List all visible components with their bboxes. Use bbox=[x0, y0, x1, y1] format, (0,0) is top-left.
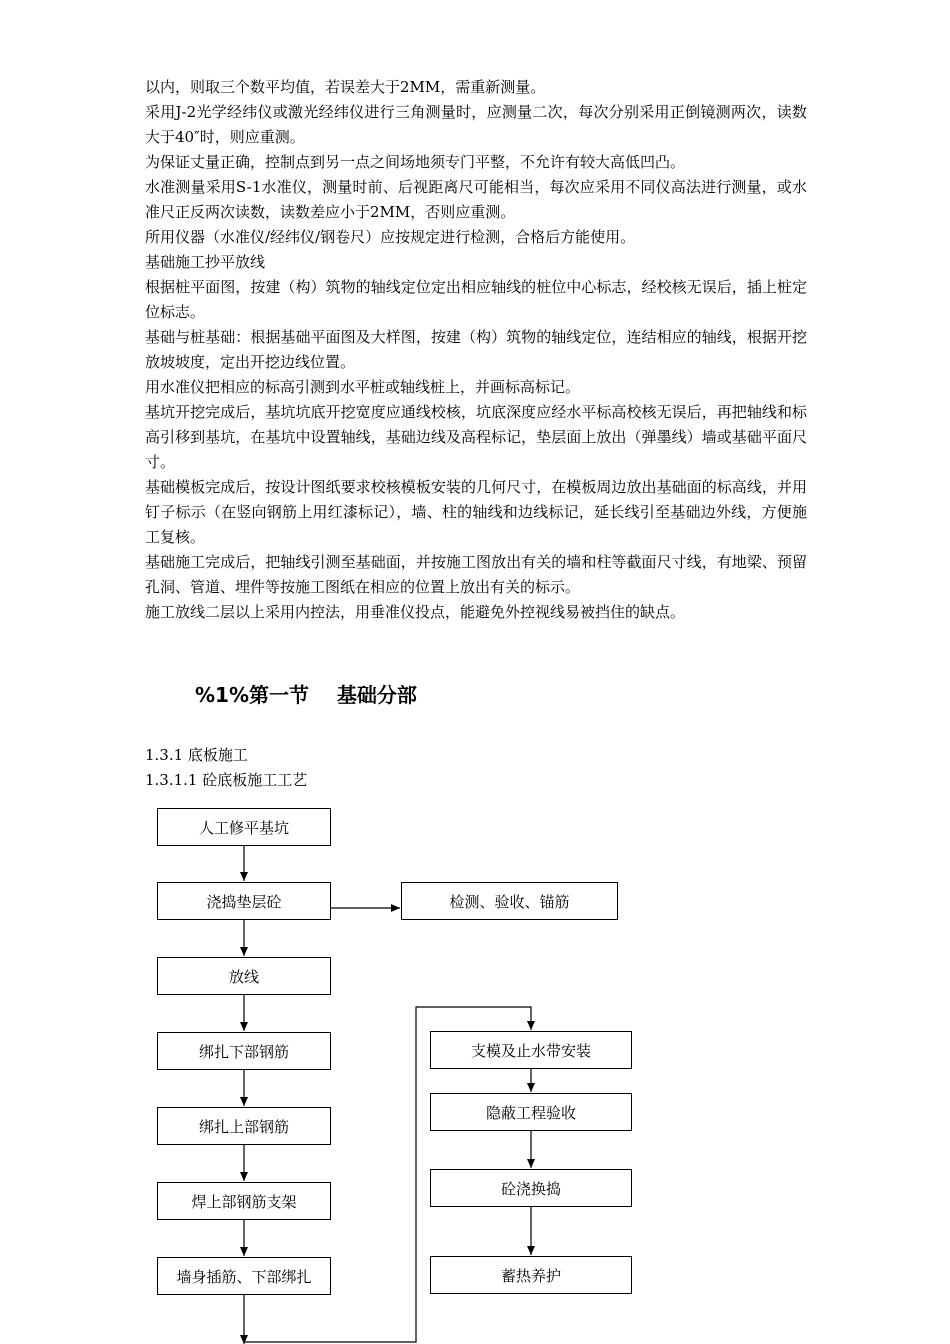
paragraph-7: 根据桩平面图，按建（构）筑物的轴线定位定出相应轴线的桩位中心标志，经校核无误后，插上桩定位标志。 bbox=[145, 278, 807, 321]
paragraph-6: 基础施工抄平放线 bbox=[145, 253, 266, 271]
paragraph-12: 基础施工完成后，把轴线引测至基础面，并按施工图放出有关的墙和柱等截面尺寸线，有地梁、预留孔洞、管道、埋件等按施工图纸在相应的位置上放出有关的标示。 bbox=[145, 553, 807, 596]
flow-branch-box: 检测、验收、锚筋 bbox=[401, 882, 618, 920]
flow-step-4: 绑扎下部钢筋 bbox=[157, 1032, 331, 1070]
paragraph-2: 采用J-2光学经纬仪或激光经纬仪进行三角测量时，应测量二次，每次分别采用正倒镜测两次，读数大于40″时，则应重测。 bbox=[145, 103, 807, 146]
section-heading: %1%第一节 基础分部 bbox=[195, 683, 417, 707]
flow-step-11: 蓄热养护 bbox=[430, 1256, 632, 1294]
subsection-title: 1.3.1 底板施工 bbox=[145, 746, 248, 764]
paragraph-3: 为保证丈量正确，控制点到另一点之间场地须专门平整，不允许有较大高低凹凸。 bbox=[145, 153, 686, 171]
flow-step-10: 砼浇换捣 bbox=[430, 1169, 632, 1207]
paragraph-9: 用水准仪把相应的标高引测到水平桩或轴线桩上，并画标高标记。 bbox=[145, 378, 581, 396]
flow-step-5: 绑扎上部钢筋 bbox=[157, 1107, 331, 1145]
flow-step-3: 放线 bbox=[157, 957, 331, 995]
flow-step-6: 焊上部钢筋支架 bbox=[157, 1182, 331, 1220]
paragraph-13: 施工放线二层以上采用内控法，用垂准仪投点，能避免外控视线易被挡住的缺点。 bbox=[145, 603, 686, 621]
paragraph-10: 基坑开挖完成后，基坑坑底开挖宽度应通线校核，坑底深度应经水平标高校核无误后，再把轴线和标高引移到基坑，在基坑中设置轴线，基础边线及高程标记，垫层面上放出（弹墨线）墙或基础平面尺寸。 bbox=[145, 403, 807, 471]
paragraph-11: 基础模板完成后，按设计图纸要求校核模板安装的几何尺寸，在模板周边放出基础面的标高线，并用钉子标示（在竖向钢筋上用红漆标记），墙、柱的轴线和边线标记，延长线引至基础边外线，方便施工复核。 bbox=[145, 478, 807, 546]
paragraph-4: 水准测量采用S-1水准仪，测量时前、后视距离尺可能相当，每次应采用不同仪高法进行测量，或水准尺正反两次读数，读数差应小于2MM，否则应重测。 bbox=[145, 178, 807, 221]
paragraph-8: 基础与桩基础：根据基础平面图及大样图，按建（构）筑物的轴线定位，连结相应的轴线，根据开挖放坡坡度，定出开挖边线位置。 bbox=[145, 328, 807, 371]
flow-step-7: 墙身插筋、下部绑扎 bbox=[157, 1257, 331, 1295]
flow-step-9: 隐蔽工程验收 bbox=[430, 1093, 632, 1131]
flow-step-2: 浇捣垫层砼 bbox=[157, 882, 331, 920]
paragraph-1: 以内，则取三个数平均值，若误差大于2MM，需重新测量。 bbox=[145, 78, 546, 96]
flow-step-1: 人工修平基坑 bbox=[157, 808, 331, 846]
flow-step-8: 支模及止水带安装 bbox=[430, 1031, 632, 1069]
paragraph-5: 所用仪器（水准仪/经纬仪/钢卷尺）应按规定进行检测，合格后方能使用。 bbox=[145, 228, 636, 246]
subsubsection-title: 1.3.1.1 砼底板施工工艺 bbox=[145, 771, 308, 789]
